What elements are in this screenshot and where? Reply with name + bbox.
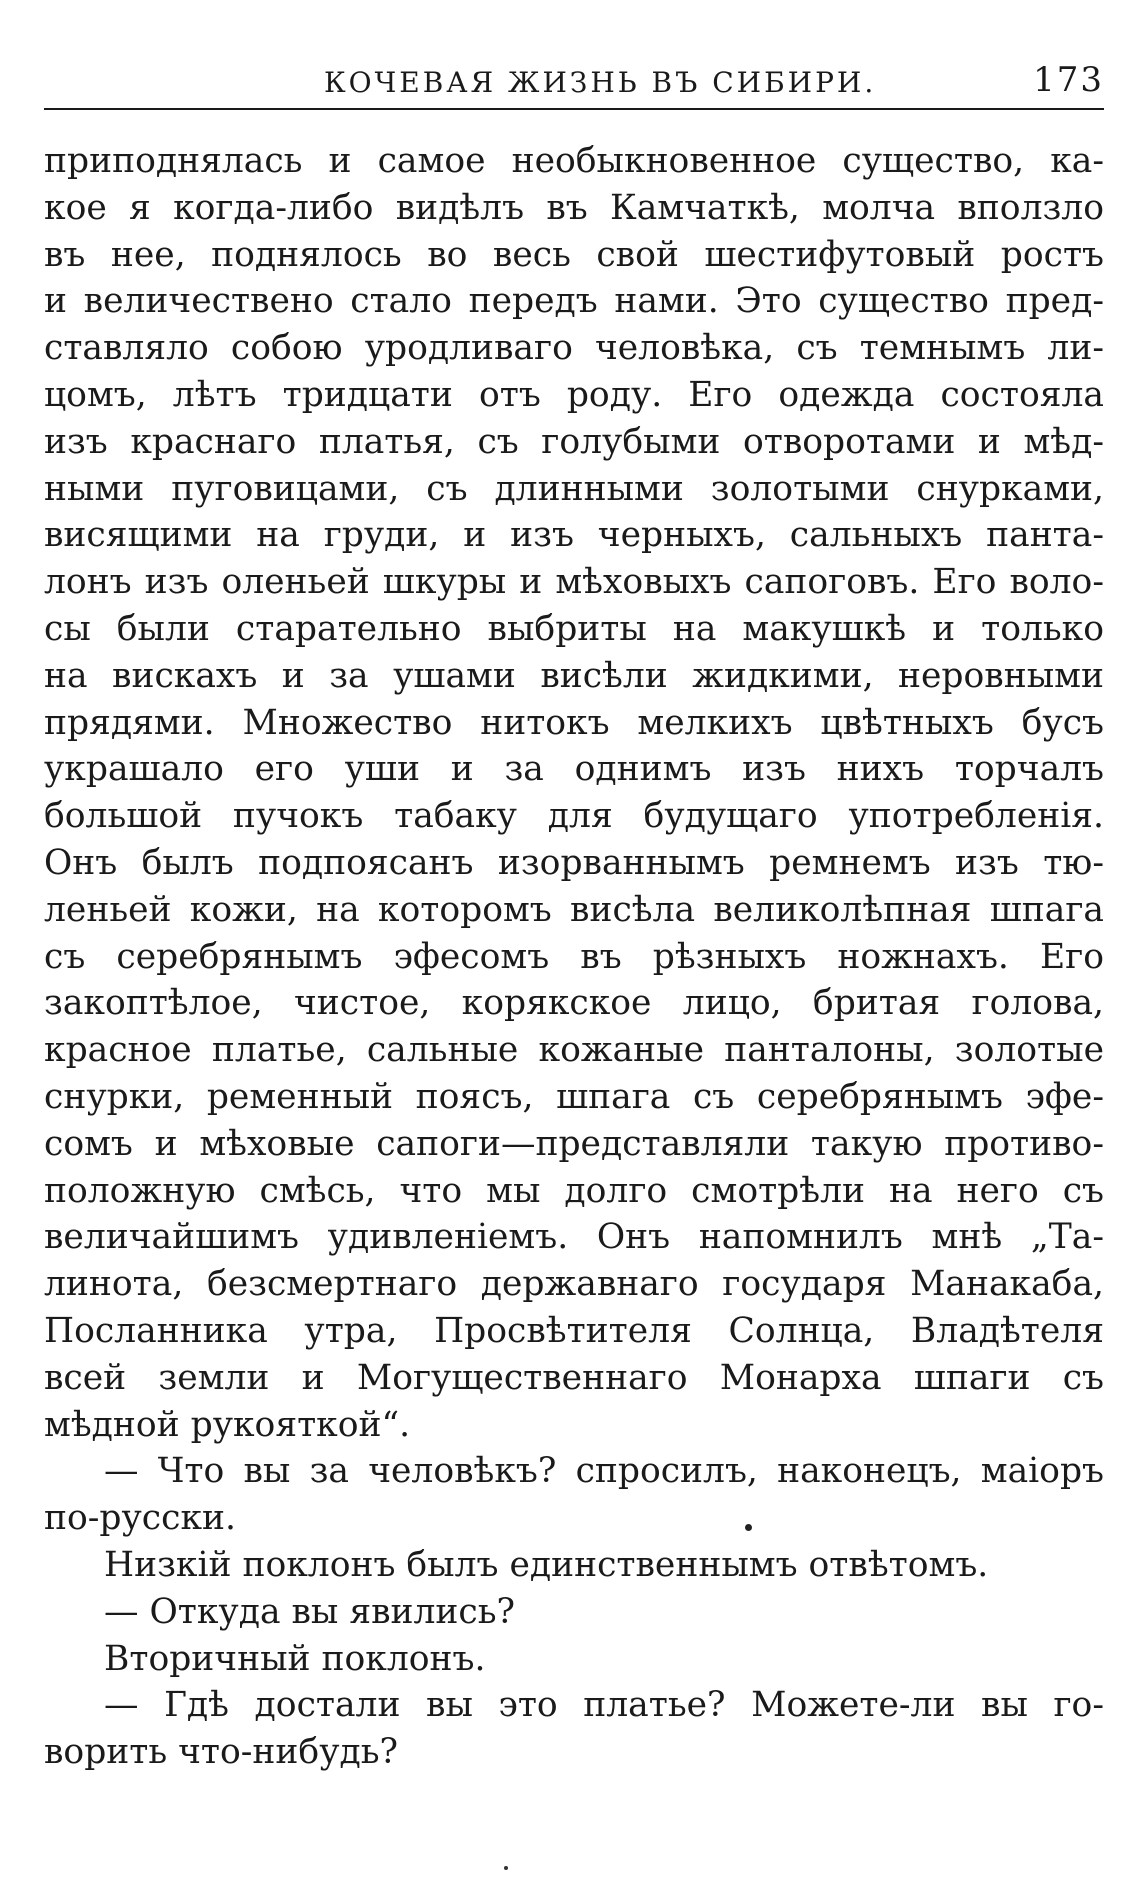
text-line: лонъ изъ оленьей шкуры и мѣховыхъ сапоговъ. Его воло-	[44, 562, 1104, 603]
dialogue-line: — Что вы за человѣкъ? спросилъ, наконецъ, маіоръ	[104, 1451, 1104, 1492]
paragraph-line: Низкій поклонъ былъ единственнымъ отвѣтомъ.	[104, 1544, 989, 1585]
text-line: леньей кожи, на которомъ висѣла великолѣпная шпага	[44, 889, 1104, 930]
text-line: снурки, ременный поясъ, шпага съ серебрянымъ эфе-	[44, 1076, 1104, 1117]
text-line: приподнялась и самое необыкновенное существо, ка-	[44, 141, 1104, 181]
text-line: украшало его уши и за однимъ изъ нихъ торчалъ	[44, 749, 1104, 790]
text-line: на вискахъ и за ушами висѣли жидкими, неровными	[44, 655, 1104, 696]
text-line: большой пучокъ табаку для будущаго употребленія.	[44, 796, 1104, 837]
text-line: мѣдной рукояткой“.	[44, 1404, 411, 1445]
text-line: положную смѣсь, что мы долго смотрѣли на него съ	[44, 1170, 1104, 1211]
text-line: Посланника утра, Просвѣтителя Солнца, Владѣтеля	[44, 1310, 1104, 1351]
paragraph-line: Вторичный поклонъ.	[104, 1638, 486, 1679]
text-line: ставляло собою уродливаго человѣка, съ темнымъ ли-	[44, 328, 1104, 369]
dialogue-line: — Откуда вы явились?	[104, 1591, 516, 1632]
text-line: ными пуговицами, съ длинными золотыми снурками,	[44, 468, 1104, 509]
text-line: величайшимъ удивленіемъ. Онъ напомнилъ мнѣ „Та-	[44, 1217, 1104, 1258]
text-line: красное платье, сальные кожаные панталоны, золотые	[44, 1030, 1104, 1071]
text-line: ворить что-нибудь?	[44, 1732, 399, 1773]
text-line: Онъ былъ подпоясанъ изорваннымъ ремнемъ изъ тю-	[44, 842, 1104, 883]
dialogue-line: — Гдѣ достали вы это платье? Можете-ли вы го-	[104, 1685, 1104, 1726]
body-text	[44, 138, 1104, 1776]
text-line: сы были старательно выбриты на макушкѣ и только	[44, 608, 1104, 649]
text-line: закоптѣлое, чистое, корякское лицо, бритая голова,	[44, 983, 1104, 1024]
text-line: и величествено стало передъ нами. Это существо пред-	[44, 281, 1104, 322]
running-title: КОЧЕВАЯ ЖИЗНЬ ВЪ СИБИРИ.	[324, 66, 877, 99]
text-line: всей земли и Могущественнаго Монарха шпаги съ	[44, 1357, 1104, 1398]
page-header	[44, 50, 1104, 110]
text-line: линота, безсмертнаго державнаго государя Манакаба,	[44, 1264, 1104, 1305]
text-line: по-русски.	[44, 1498, 236, 1539]
text-line: съ серебрянымъ эфесомъ въ рѣзныхъ ножнахъ. Его	[44, 936, 1104, 977]
text-line: кое я когда-либо видѣлъ въ Камчаткѣ, молча вползло	[44, 187, 1104, 228]
text-line: въ нее, поднялось во весь свой шестифутовый ростъ	[44, 234, 1104, 275]
book-page	[44, 50, 1104, 1773]
text-line: висящими на груди, и изъ черныхъ, сальныхъ панта-	[44, 515, 1104, 556]
text-line: изъ краснаго платья, съ голубыми отворотами и мѣд-	[44, 421, 1104, 462]
page-number: 173	[1033, 60, 1104, 100]
print-speck	[504, 1866, 508, 1870]
text-line: сомъ и мѣховые сапоги—представляли такую противо-	[44, 1123, 1104, 1164]
text-line: цомъ, лѣтъ тридцати отъ роду. Его одежда состояла	[44, 374, 1104, 415]
print-speck	[745, 1524, 752, 1531]
text-line: прядями. Множество нитокъ мелкихъ цвѣтныхъ бусъ	[44, 702, 1104, 743]
